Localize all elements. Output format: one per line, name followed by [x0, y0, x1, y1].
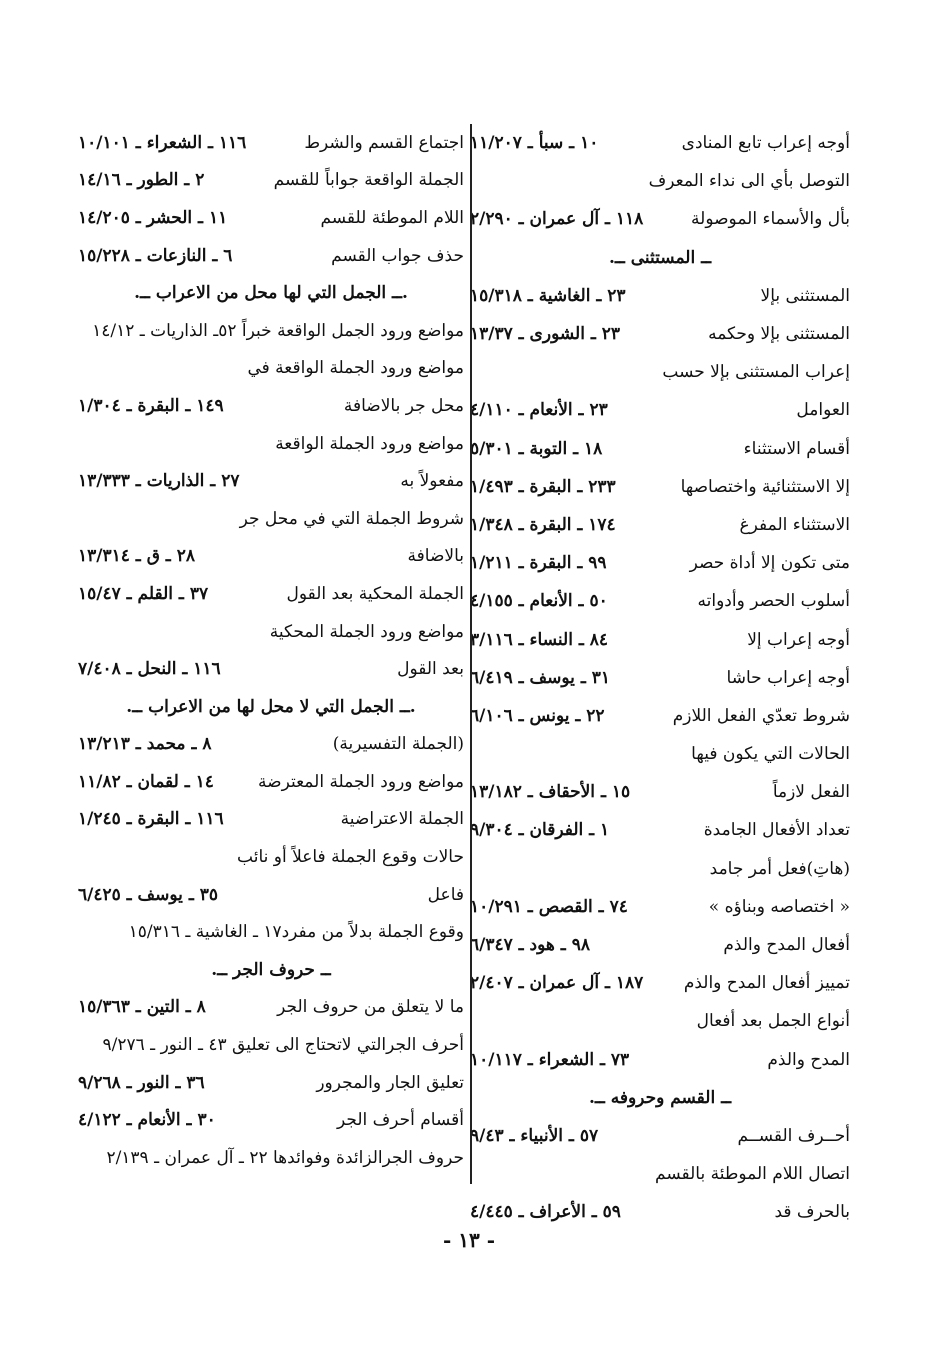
- entry-term: اتصال اللام الموطئة بالقسم: [655, 1164, 850, 1185]
- index-entry: [78, 425, 464, 463]
- entry-term: التوصل بأي الى نداء المعرف: [648, 171, 850, 192]
- entry-reference: ٩٩ ـ البقرة ـ ١/٢١١: [470, 553, 607, 574]
- entry-reference: ١١٦ ـ البقرة ـ ١/٢٤٥: [78, 809, 224, 830]
- entry-term: أحرف الجرالتي لاتحتاج الى تعليق ٤٣ ـ النور ـ ٩/٢٧٦: [102, 1035, 464, 1056]
- entry-term: أسلوب الحصر وأدواته: [697, 591, 850, 612]
- entry-term: « اختصاصه وبناؤه »: [708, 896, 850, 917]
- index-entry: [78, 801, 464, 839]
- entry-term: حالات وقوع الجملة فاعلاً أو نائب: [237, 847, 464, 868]
- entry-reference: ٢٣ ـ الغاشية ـ ١٥/٣١٨: [470, 285, 626, 306]
- index-entry: [78, 876, 464, 914]
- entry-reference: ١٤٩ ـ البقرة ـ ١/٣٠٤: [78, 395, 224, 416]
- index-entry: [78, 124, 464, 162]
- entry-term: إلا الاستثنائية واختصاصها: [680, 476, 850, 497]
- entry-term: بالاضافة: [407, 546, 464, 567]
- index-entry: [78, 1101, 464, 1139]
- index-entry: [470, 162, 850, 200]
- entry-reference: ٢٣ ـ الأنعام ـ ٤/١١٠: [470, 400, 608, 421]
- entry-reference: ٣٦ ـ النور ـ ٩/٢٦٨: [78, 1072, 205, 1093]
- entry-reference: ٥٩ ـ الأعراف ـ ٤/٤٤٥: [470, 1202, 621, 1223]
- entry-reference: ٨٤ ـ النساء ـ ٣/١١٦: [470, 629, 609, 650]
- index-column-left: [78, 124, 472, 1184]
- index-entry: [78, 913, 464, 951]
- page-number: - ١٣ -: [442, 1228, 495, 1252]
- entry-term: الفعل لازماً: [772, 782, 850, 803]
- entry-term: أقسام أحرف الجر: [336, 1110, 464, 1131]
- entry-reference: ١١٨ ـ آل عمران ـ ٢/٢٩٠: [470, 209, 644, 230]
- index-entry: [470, 200, 850, 238]
- entry-term: تعداد الأفعال الجامدة: [703, 820, 850, 841]
- section-heading: ــ المستثنى ــ.: [608, 247, 712, 268]
- entry-term: الجملة المحكية بعد القول: [286, 583, 464, 604]
- entry-reference: ٣١ ـ يوسف ـ ٦/٤١٩: [470, 667, 610, 688]
- section-heading: ــ حروف الجر ــ.: [211, 959, 331, 980]
- entry-reference: ٣٥ ـ يوسف ـ ٦/٤٢٥: [78, 884, 218, 905]
- entry-term: تمييز أفعال المدح والذم: [683, 973, 850, 994]
- entry-reference: ٥٠ ـ الأنعام ـ ٤/١٥٥: [470, 591, 608, 612]
- entry-term: شروط تعدّي الفعل اللازم: [672, 705, 850, 726]
- entry-reference: ٢ ـ الطور ـ ١٤/١٦: [78, 170, 205, 191]
- entry-term: المستثنى بإلا: [760, 285, 850, 306]
- entry-reference: ٣٠ ـ الأنعام ـ ٤/١٢٢: [78, 1110, 216, 1131]
- entry-term: أوجه إعراب حاشا: [726, 667, 850, 688]
- entry-reference: ٢٣٣ ـ البقرة ـ ١/٤٩٣: [470, 476, 616, 497]
- index-entry: [78, 763, 464, 801]
- section-heading: .ــ الجمل التي لا محل لها من الاعراب ــ.: [126, 696, 416, 717]
- entry-term: الاستثناء المفرغ: [739, 514, 850, 535]
- index-entry: [470, 1002, 850, 1040]
- entry-reference: ١٧٤ ـ البقرة ـ ١/٣٤٨: [470, 514, 616, 535]
- entry-reference: ٨ ـ محمد ـ ١٣/٢١٣: [78, 734, 212, 755]
- entry-reference: ٥٧ ـ الأنبياء ـ ٩/٤٣: [470, 1125, 599, 1146]
- entry-reference: ١١ ـ الحشر ـ ١٤/٢٠٥: [78, 207, 228, 228]
- index-entry: [78, 350, 464, 388]
- index-entry: [78, 312, 464, 350]
- entry-term: أوجه إعراب تابع المنادى: [681, 133, 850, 154]
- index-entry: [78, 989, 464, 1027]
- index-entry: [470, 315, 850, 353]
- entry-reference: ١٤ ـ لقمان ـ ١١/٨٢: [78, 771, 214, 792]
- entry-term: (هاتِ)فعل أمر جامد: [709, 858, 850, 879]
- index-entry: [470, 1155, 850, 1193]
- entry-term: فاعل: [427, 884, 464, 905]
- entry-term: مواضع ورود الجملة المحكية: [269, 621, 464, 642]
- entry-reference: ١٠ ـ سبأ ـ ١١/٢٠٧: [470, 133, 599, 154]
- section-heading: .ــ الجمل التي لها محل من الاعراب ــ.: [134, 283, 408, 304]
- index-entry: [470, 811, 850, 849]
- index-entry: [78, 575, 464, 613]
- index-entry: [78, 613, 464, 651]
- entry-term: الحالات التي يكون فيها: [691, 744, 850, 765]
- entry-term: أفعال المدح والذم: [723, 935, 850, 956]
- entry-term: الجملة الواقعة جواباً للقسم: [273, 170, 464, 191]
- section-heading: ــ القسم وحروفه ــ.: [588, 1087, 732, 1108]
- index-column-right: [470, 124, 850, 1231]
- index-entry: [78, 726, 464, 764]
- index-entry: [470, 1193, 850, 1231]
- index-entry: [470, 353, 850, 391]
- entry-reference: ٢٧ ـ الذاريات ـ ١٣/٣٣٣: [78, 471, 240, 492]
- index-entry: [470, 620, 850, 658]
- entry-reference: ٧٣ ـ الشعراء ـ ١٠/١١٧: [470, 1049, 630, 1070]
- entry-reference: ١١٦ ـ النحل ـ ٧/٤٠٨: [78, 659, 221, 680]
- index-entry: [470, 697, 850, 735]
- index-entry: [78, 199, 464, 237]
- entry-term: أقسام الاستثناء: [743, 438, 850, 459]
- index-entry: [470, 773, 850, 811]
- index-entry: [78, 1064, 464, 1102]
- entry-reference: ٨ ـ التين ـ ١٥/٣٦٣: [78, 997, 206, 1018]
- entry-term: تعليق الجار والمجرور: [316, 1072, 464, 1093]
- entry-term: مواضع ورود الجملة المعترضة: [258, 771, 464, 792]
- entry-reference: ٧٤ ـ القصص ـ ١٠/٢٩١: [470, 896, 628, 917]
- index-entry: [470, 124, 850, 162]
- entry-term: أنواع الجمل بعد أفعال: [696, 1011, 850, 1032]
- entry-reference: ٢٢ ـ يونس ـ ٦/١٠٦: [470, 705, 605, 726]
- index-entry: [470, 1041, 850, 1079]
- index-entry: [470, 430, 850, 468]
- entry-term: اللام الموطئة للقسم: [320, 207, 464, 228]
- entry-term: المستثنى بإلا وحكمه: [708, 324, 850, 345]
- entry-term: (الجملة التفسيرية): [332, 734, 464, 755]
- entry-term: أوجه إعراب إلا: [747, 629, 850, 650]
- entry-term: مواضع ورود الجملة الواقعة: [275, 433, 464, 454]
- entry-term: حذف جواب القسم: [331, 245, 464, 266]
- index-entry: [470, 582, 850, 620]
- index-entry: [470, 850, 850, 888]
- index-entry: [78, 1139, 464, 1177]
- entry-reference: ٢٨ ـ ق ـ ١٣/٣١٤: [78, 546, 195, 567]
- entry-reference: ١١٦ ـ الشعراء ـ ١٠/١٠١: [78, 132, 247, 153]
- entry-reference: ١ ـ الفرقان ـ ٩/٣٠٤: [470, 820, 610, 841]
- entry-term: متى تكون إلا أداة حصر: [689, 553, 850, 574]
- entry-reference: ٩٨ ـ هود ـ ٦/٣٤٧: [470, 935, 590, 956]
- index-entry: [470, 544, 850, 582]
- entry-reference: ٣٧ ـ القلم ـ ١٥/٤٧: [78, 583, 209, 604]
- index-entry: [78, 162, 464, 200]
- index-entry: [470, 888, 850, 926]
- index-entry: [470, 926, 850, 964]
- index-entry: [470, 735, 850, 773]
- index-entry: [470, 391, 850, 429]
- index-entry: [78, 462, 464, 500]
- entry-term: ما لا يتعلق من حروف الجر: [277, 997, 464, 1018]
- index-entry: [78, 650, 464, 688]
- index-entry: [78, 838, 464, 876]
- entry-reference: ١٥ ـ الأحقاف ـ ١٣/١٨٢: [470, 782, 631, 803]
- index-entry: [78, 500, 464, 538]
- index-entry: [470, 1117, 850, 1155]
- index-entry: [470, 277, 850, 315]
- index-entry: [78, 387, 464, 425]
- entry-term: بالحرف قد: [774, 1202, 850, 1223]
- entry-term: اجتماع القسم والشرط: [304, 132, 464, 153]
- entry-reference: ٦ ـ النازعات ـ ١٥/٢٢٨: [78, 245, 233, 266]
- entry-term: مفعولاً به: [400, 471, 464, 492]
- entry-term: مواضع ورود الجمل الواقعة خبراً ٥٢ـ الذاريات ـ ١٤/١٢: [92, 320, 464, 341]
- entry-term: أحــرف القســم: [737, 1125, 850, 1146]
- entry-term: العوامل: [796, 400, 850, 421]
- entry-term: مواضع ورود الجملة الواقعة في: [247, 358, 464, 379]
- entry-reference: ٢٣ ـ الشورى ـ ١٣/٣٧: [470, 324, 621, 345]
- index-entry: [78, 1026, 464, 1064]
- entry-term: بعد القول: [397, 659, 464, 680]
- index-entry: [78, 237, 464, 275]
- entry-term: الجملة الاعتراضية: [340, 809, 464, 830]
- index-entry: [470, 506, 850, 544]
- entry-term: حروف الجرالزائدة وفوائدها ٢٢ ـ آل عمران ـ ٢/١٣٩: [106, 1147, 464, 1168]
- entry-term: إعراب المستثنى بإلا حسب: [662, 362, 850, 383]
- entry-term: شروط الجملة التي في محل جر: [239, 508, 464, 529]
- index-entry: [470, 468, 850, 506]
- index-entry: [470, 964, 850, 1002]
- entry-term: محل جر بالاضافة: [343, 395, 464, 416]
- entry-reference: ١٨٧ ـ آل عمران ـ ٢/٤٠٧: [470, 973, 644, 994]
- index-entry: [78, 538, 464, 576]
- entry-term: وقوع الجملة بدلاً من مفرد١٧ ـ الغاشية ـ ١٥/٣١٦: [128, 922, 464, 943]
- entry-reference: ١٨ ـ التوبة ـ ٥/٣٠١: [470, 438, 603, 459]
- entry-term: بأل والأسماء الموصولة: [691, 209, 850, 230]
- index-entry: [470, 659, 850, 697]
- entry-term: المدح والذم: [767, 1049, 850, 1070]
